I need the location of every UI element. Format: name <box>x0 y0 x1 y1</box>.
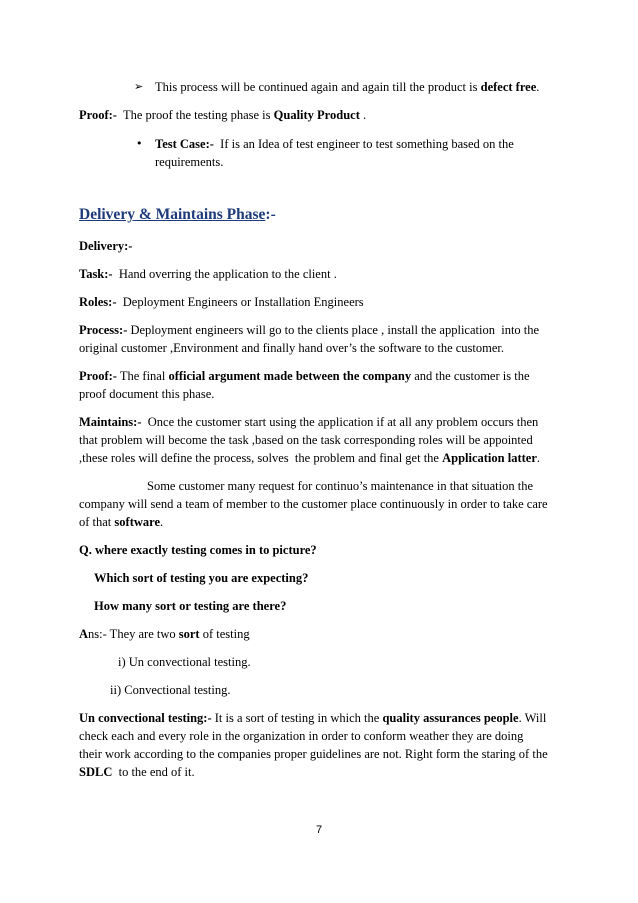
proof-testing-line: Proof:- The proof the testing phase is Quality Product . <box>79 108 367 122</box>
unconventional-line-4: SDLC to the end of it. <box>79 765 195 779</box>
section-heading: Delivery & Maintains Phase:- <box>79 206 276 223</box>
proof-delivery-continued: proof document this phase. <box>79 387 215 401</box>
process-line: Process:- Deployment engineers will go to the clients place , install the application into the <box>79 323 540 337</box>
arrow-bullet-icon: ➢ <box>134 80 144 93</box>
unconventional-line-3: their work according to the companies proper guidelines are not. Right form the staring of the <box>79 747 548 761</box>
roles-line: Roles:- Deployment Engineers or Installation Engineers <box>79 295 364 309</box>
answer-line: Ans:- They are two sort of testing <box>79 627 250 641</box>
maintains-line: Maintains:- Once the customer start using the application if at all any problem occurs then <box>79 415 539 429</box>
maintains-line-3: ,these roles will define the process, solves the problem and final get the Application latter. <box>79 451 541 465</box>
delivery-label: Delivery:- <box>79 239 133 253</box>
list-item-2: ii) Convectional testing. <box>110 683 231 697</box>
task-line: Task:- Hand overring the application to the client . <box>79 267 337 281</box>
customer-line-2: company will send a team of member to the customer place continuously in order to take care <box>79 497 548 511</box>
page-number: 7 <box>315 824 323 836</box>
round-bullet-icon: • <box>136 137 143 150</box>
question-1: Q. where exactly testing comes in to picture? <box>79 543 317 557</box>
test-case-line: Test Case:- If is an Idea of test engineer to test something based on the <box>155 137 514 151</box>
unconventional-line-2: check each and every role in the organization in order to conform weather they are doing <box>79 729 524 743</box>
maintains-line-2: that problem will become the task ,based on the task corresponding roles will be appointed <box>79 433 533 447</box>
question-3: How many sort or testing are there? <box>94 599 287 613</box>
process-continued: original customer ,Environment and finally hand over’s the software to the customer. <box>79 341 505 355</box>
process-continued-line: This process will be continued again and again till the product is defect free. <box>155 80 540 94</box>
list-item-1: i) Un convectional testing. <box>118 655 251 669</box>
question-2: Which sort of testing you are expecting? <box>94 571 309 585</box>
customer-line: Some customer many request for continuo’s maintenance in that situation the <box>147 479 534 493</box>
customer-line-3: of that software. <box>79 515 164 529</box>
test-case-continued: requirements. <box>155 155 224 169</box>
proof-delivery-line: Proof:- The final official argument made between the company and the customer is the <box>79 369 530 383</box>
unconventional-line: Un convectional testing:- It is a sort of testing in which the quality assurances people. Will <box>79 711 547 725</box>
